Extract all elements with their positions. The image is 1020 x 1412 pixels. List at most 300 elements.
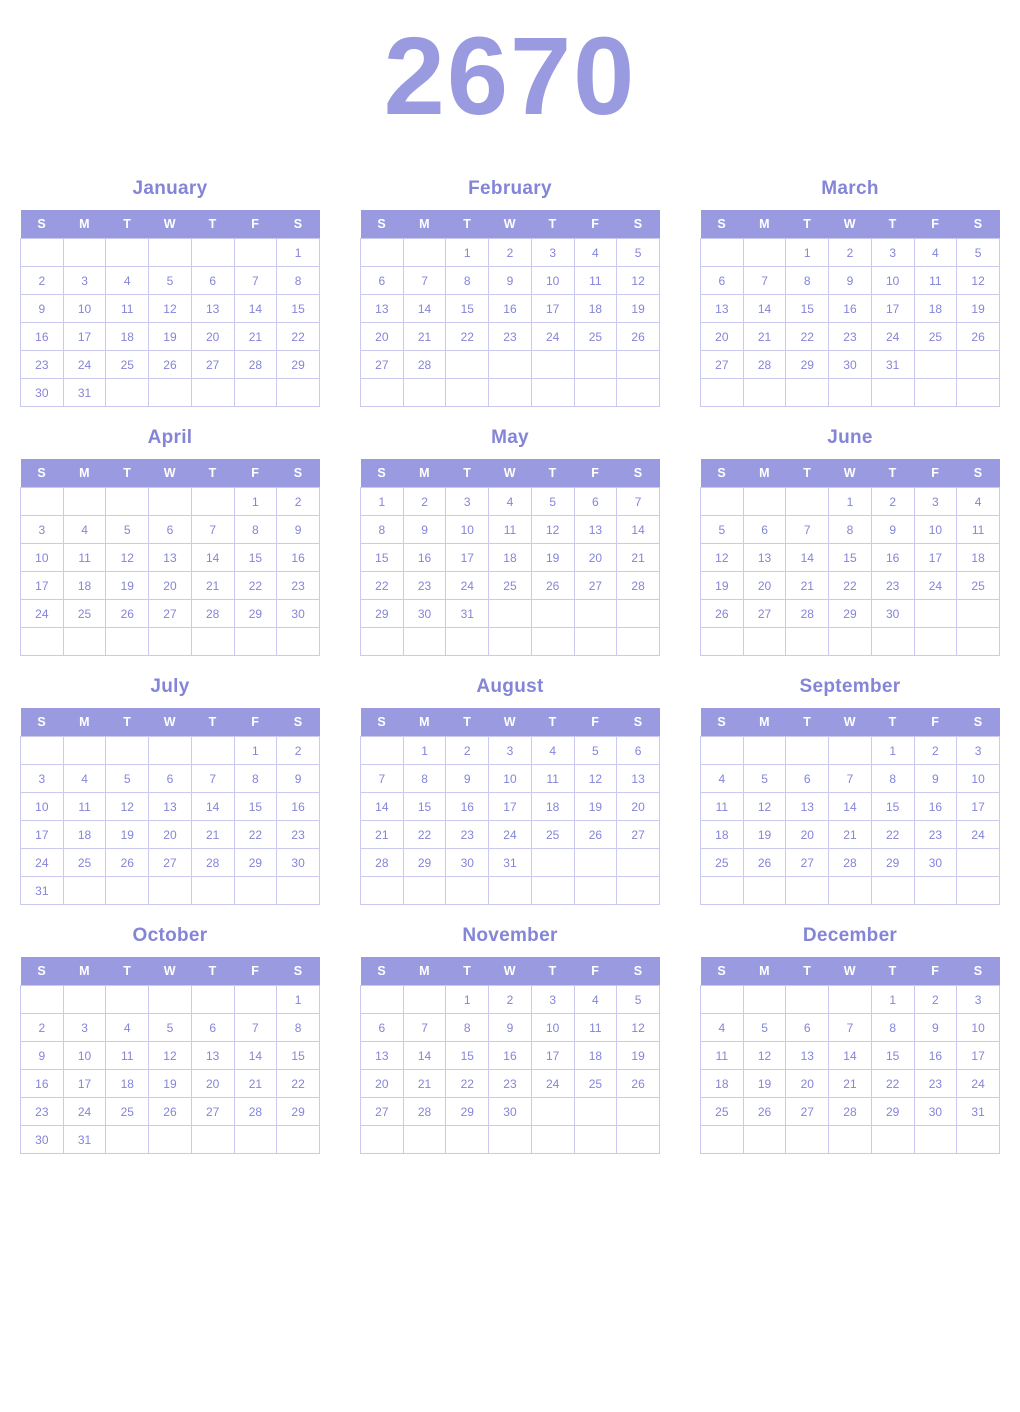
day-cell[interactable]: 12 (743, 1042, 786, 1070)
day-cell[interactable]: 7 (743, 267, 786, 295)
day-cell[interactable]: 11 (489, 516, 532, 544)
day-cell[interactable]: 5 (617, 239, 660, 267)
day-cell[interactable]: 1 (234, 737, 277, 765)
day-cell[interactable]: 30 (914, 1098, 957, 1126)
day-cell[interactable]: 27 (786, 1098, 829, 1126)
day-cell[interactable]: 8 (277, 267, 320, 295)
day-cell[interactable]: 11 (106, 295, 149, 323)
day-cell[interactable]: 27 (361, 351, 404, 379)
day-cell[interactable]: 4 (106, 267, 149, 295)
day-cell[interactable]: 31 (63, 1126, 106, 1154)
day-cell[interactable]: 19 (743, 821, 786, 849)
day-cell[interactable]: 30 (277, 849, 320, 877)
day-cell[interactable]: 11 (914, 267, 957, 295)
day-cell[interactable]: 18 (701, 821, 744, 849)
day-cell[interactable]: 8 (403, 765, 446, 793)
day-cell[interactable]: 10 (957, 1014, 1000, 1042)
day-cell[interactable]: 4 (701, 1014, 744, 1042)
day-cell[interactable]: 23 (21, 351, 64, 379)
day-cell[interactable]: 24 (63, 351, 106, 379)
day-cell[interactable]: 1 (277, 986, 320, 1014)
day-cell[interactable]: 19 (149, 323, 192, 351)
day-cell[interactable]: 15 (446, 295, 489, 323)
day-cell[interactable]: 14 (191, 544, 234, 572)
day-cell[interactable]: 19 (106, 821, 149, 849)
day-cell[interactable]: 3 (531, 239, 574, 267)
day-cell[interactable]: 18 (957, 544, 1000, 572)
day-cell[interactable]: 28 (829, 849, 872, 877)
day-cell[interactable]: 14 (361, 793, 404, 821)
day-cell[interactable]: 18 (701, 1070, 744, 1098)
day-cell[interactable]: 13 (149, 544, 192, 572)
day-cell[interactable]: 10 (489, 765, 532, 793)
day-cell[interactable]: 7 (617, 488, 660, 516)
day-cell[interactable]: 3 (531, 986, 574, 1014)
day-cell[interactable]: 30 (21, 1126, 64, 1154)
day-cell[interactable]: 21 (403, 323, 446, 351)
day-cell[interactable]: 7 (786, 516, 829, 544)
day-cell[interactable]: 14 (617, 516, 660, 544)
day-cell[interactable]: 1 (829, 488, 872, 516)
day-cell[interactable]: 21 (361, 821, 404, 849)
day-cell[interactable]: 28 (361, 849, 404, 877)
day-cell[interactable]: 6 (361, 267, 404, 295)
day-cell[interactable]: 17 (531, 295, 574, 323)
day-cell[interactable]: 6 (574, 488, 617, 516)
day-cell[interactable]: 15 (234, 544, 277, 572)
day-cell[interactable]: 15 (871, 1042, 914, 1070)
day-cell[interactable]: 13 (191, 295, 234, 323)
day-cell[interactable]: 26 (531, 572, 574, 600)
day-cell[interactable]: 23 (446, 821, 489, 849)
day-cell[interactable]: 19 (617, 1042, 660, 1070)
day-cell[interactable]: 1 (871, 986, 914, 1014)
day-cell[interactable]: 22 (871, 1070, 914, 1098)
day-cell[interactable]: 28 (403, 1098, 446, 1126)
day-cell[interactable]: 7 (829, 1014, 872, 1042)
day-cell[interactable]: 30 (489, 1098, 532, 1126)
day-cell[interactable]: 21 (829, 1070, 872, 1098)
day-cell[interactable]: 6 (743, 516, 786, 544)
day-cell[interactable]: 26 (106, 849, 149, 877)
day-cell[interactable]: 1 (446, 239, 489, 267)
day-cell[interactable]: 26 (574, 821, 617, 849)
day-cell[interactable]: 22 (829, 572, 872, 600)
day-cell[interactable]: 29 (871, 1098, 914, 1126)
day-cell[interactable]: 16 (403, 544, 446, 572)
day-cell[interactable]: 28 (403, 351, 446, 379)
day-cell[interactable]: 8 (786, 267, 829, 295)
day-cell[interactable]: 17 (531, 1042, 574, 1070)
day-cell[interactable]: 12 (106, 793, 149, 821)
day-cell[interactable]: 18 (914, 295, 957, 323)
day-cell[interactable]: 2 (403, 488, 446, 516)
day-cell[interactable]: 30 (403, 600, 446, 628)
day-cell[interactable]: 1 (277, 239, 320, 267)
day-cell[interactable]: 29 (829, 600, 872, 628)
day-cell[interactable]: 15 (829, 544, 872, 572)
day-cell[interactable]: 8 (446, 1014, 489, 1042)
day-cell[interactable]: 13 (786, 793, 829, 821)
day-cell[interactable]: 29 (361, 600, 404, 628)
day-cell[interactable]: 27 (701, 351, 744, 379)
day-cell[interactable]: 12 (106, 544, 149, 572)
day-cell[interactable]: 11 (957, 516, 1000, 544)
day-cell[interactable]: 23 (829, 323, 872, 351)
day-cell[interactable]: 18 (63, 572, 106, 600)
day-cell[interactable]: 25 (63, 600, 106, 628)
day-cell[interactable]: 11 (63, 544, 106, 572)
day-cell[interactable]: 2 (829, 239, 872, 267)
day-cell[interactable]: 30 (446, 849, 489, 877)
day-cell[interactable]: 31 (63, 379, 106, 407)
day-cell[interactable]: 16 (446, 793, 489, 821)
day-cell[interactable]: 7 (234, 267, 277, 295)
day-cell[interactable]: 12 (617, 1014, 660, 1042)
day-cell[interactable]: 24 (914, 572, 957, 600)
day-cell[interactable]: 21 (829, 821, 872, 849)
day-cell[interactable]: 23 (871, 572, 914, 600)
day-cell[interactable]: 10 (21, 544, 64, 572)
day-cell[interactable]: 6 (149, 516, 192, 544)
day-cell[interactable]: 19 (743, 1070, 786, 1098)
day-cell[interactable]: 11 (106, 1042, 149, 1070)
day-cell[interactable]: 9 (489, 1014, 532, 1042)
day-cell[interactable]: 8 (277, 1014, 320, 1042)
day-cell[interactable]: 30 (914, 849, 957, 877)
day-cell[interactable]: 23 (403, 572, 446, 600)
day-cell[interactable]: 19 (149, 1070, 192, 1098)
day-cell[interactable]: 28 (191, 600, 234, 628)
day-cell[interactable]: 14 (403, 295, 446, 323)
day-cell[interactable]: 11 (574, 1014, 617, 1042)
day-cell[interactable]: 27 (574, 572, 617, 600)
day-cell[interactable]: 3 (871, 239, 914, 267)
day-cell[interactable]: 3 (957, 737, 1000, 765)
day-cell[interactable]: 27 (617, 821, 660, 849)
day-cell[interactable]: 13 (617, 765, 660, 793)
day-cell[interactable]: 21 (617, 544, 660, 572)
day-cell[interactable]: 2 (914, 737, 957, 765)
day-cell[interactable]: 1 (403, 737, 446, 765)
day-cell[interactable]: 8 (829, 516, 872, 544)
day-cell[interactable]: 3 (21, 516, 64, 544)
day-cell[interactable]: 24 (957, 821, 1000, 849)
day-cell[interactable]: 10 (63, 1042, 106, 1070)
day-cell[interactable]: 27 (361, 1098, 404, 1126)
day-cell[interactable]: 20 (191, 323, 234, 351)
day-cell[interactable]: 13 (149, 793, 192, 821)
day-cell[interactable]: 23 (914, 1070, 957, 1098)
day-cell[interactable]: 5 (106, 516, 149, 544)
day-cell[interactable]: 7 (403, 267, 446, 295)
day-cell[interactable]: 13 (786, 1042, 829, 1070)
day-cell[interactable]: 16 (277, 544, 320, 572)
day-cell[interactable]: 6 (701, 267, 744, 295)
day-cell[interactable]: 2 (489, 239, 532, 267)
day-cell[interactable]: 2 (277, 488, 320, 516)
day-cell[interactable]: 23 (277, 572, 320, 600)
day-cell[interactable]: 20 (361, 323, 404, 351)
day-cell[interactable]: 7 (403, 1014, 446, 1042)
day-cell[interactable]: 20 (786, 821, 829, 849)
day-cell[interactable]: 2 (21, 1014, 64, 1042)
day-cell[interactable]: 1 (446, 986, 489, 1014)
day-cell[interactable]: 31 (957, 1098, 1000, 1126)
day-cell[interactable]: 2 (489, 986, 532, 1014)
day-cell[interactable]: 25 (701, 1098, 744, 1126)
day-cell[interactable]: 24 (531, 1070, 574, 1098)
day-cell[interactable]: 22 (277, 1070, 320, 1098)
day-cell[interactable]: 25 (63, 849, 106, 877)
day-cell[interactable]: 20 (149, 572, 192, 600)
day-cell[interactable]: 9 (914, 765, 957, 793)
day-cell[interactable]: 7 (829, 765, 872, 793)
day-cell[interactable]: 29 (786, 351, 829, 379)
day-cell[interactable]: 3 (489, 737, 532, 765)
day-cell[interactable]: 3 (63, 267, 106, 295)
day-cell[interactable]: 15 (446, 1042, 489, 1070)
day-cell[interactable]: 27 (191, 351, 234, 379)
day-cell[interactable]: 15 (277, 295, 320, 323)
day-cell[interactable]: 10 (63, 295, 106, 323)
day-cell[interactable]: 28 (617, 572, 660, 600)
day-cell[interactable]: 14 (234, 295, 277, 323)
day-cell[interactable]: 1 (871, 737, 914, 765)
day-cell[interactable]: 25 (701, 849, 744, 877)
day-cell[interactable]: 8 (234, 516, 277, 544)
day-cell[interactable]: 2 (277, 737, 320, 765)
day-cell[interactable]: 30 (277, 600, 320, 628)
day-cell[interactable]: 23 (21, 1098, 64, 1126)
day-cell[interactable]: 2 (446, 737, 489, 765)
day-cell[interactable]: 25 (106, 351, 149, 379)
day-cell[interactable]: 11 (701, 1042, 744, 1070)
day-cell[interactable]: 24 (489, 821, 532, 849)
day-cell[interactable]: 24 (21, 849, 64, 877)
day-cell[interactable]: 22 (871, 821, 914, 849)
day-cell[interactable]: 8 (446, 267, 489, 295)
day-cell[interactable]: 11 (63, 793, 106, 821)
day-cell[interactable]: 6 (191, 267, 234, 295)
day-cell[interactable]: 26 (106, 600, 149, 628)
day-cell[interactable]: 28 (786, 600, 829, 628)
day-cell[interactable]: 9 (277, 765, 320, 793)
day-cell[interactable]: 17 (63, 323, 106, 351)
day-cell[interactable]: 27 (786, 849, 829, 877)
day-cell[interactable]: 25 (106, 1098, 149, 1126)
day-cell[interactable]: 16 (277, 793, 320, 821)
day-cell[interactable]: 25 (574, 323, 617, 351)
day-cell[interactable]: 13 (743, 544, 786, 572)
day-cell[interactable]: 27 (743, 600, 786, 628)
day-cell[interactable]: 20 (701, 323, 744, 351)
day-cell[interactable]: 17 (21, 572, 64, 600)
day-cell[interactable]: 21 (191, 821, 234, 849)
day-cell[interactable]: 14 (403, 1042, 446, 1070)
day-cell[interactable]: 10 (531, 267, 574, 295)
day-cell[interactable]: 4 (701, 765, 744, 793)
day-cell[interactable]: 19 (617, 295, 660, 323)
day-cell[interactable]: 12 (957, 267, 1000, 295)
day-cell[interactable]: 9 (914, 1014, 957, 1042)
day-cell[interactable]: 9 (489, 267, 532, 295)
day-cell[interactable]: 24 (871, 323, 914, 351)
day-cell[interactable]: 5 (957, 239, 1000, 267)
day-cell[interactable]: 19 (574, 793, 617, 821)
day-cell[interactable]: 13 (361, 295, 404, 323)
day-cell[interactable]: 20 (574, 544, 617, 572)
day-cell[interactable]: 20 (743, 572, 786, 600)
day-cell[interactable]: 29 (234, 849, 277, 877)
day-cell[interactable]: 18 (574, 1042, 617, 1070)
day-cell[interactable]: 15 (871, 793, 914, 821)
day-cell[interactable]: 1 (786, 239, 829, 267)
day-cell[interactable]: 24 (63, 1098, 106, 1126)
day-cell[interactable]: 23 (489, 323, 532, 351)
day-cell[interactable]: 22 (277, 323, 320, 351)
day-cell[interactable]: 22 (234, 821, 277, 849)
day-cell[interactable]: 28 (829, 1098, 872, 1126)
day-cell[interactable]: 26 (743, 849, 786, 877)
day-cell[interactable]: 14 (829, 793, 872, 821)
day-cell[interactable]: 16 (914, 1042, 957, 1070)
day-cell[interactable]: 27 (149, 849, 192, 877)
day-cell[interactable]: 10 (871, 267, 914, 295)
day-cell[interactable]: 25 (489, 572, 532, 600)
day-cell[interactable]: 28 (234, 351, 277, 379)
day-cell[interactable]: 9 (829, 267, 872, 295)
day-cell[interactable]: 15 (234, 793, 277, 821)
day-cell[interactable]: 6 (361, 1014, 404, 1042)
day-cell[interactable]: 29 (277, 351, 320, 379)
day-cell[interactable]: 20 (191, 1070, 234, 1098)
day-cell[interactable]: 25 (574, 1070, 617, 1098)
day-cell[interactable]: 26 (617, 323, 660, 351)
day-cell[interactable]: 17 (21, 821, 64, 849)
day-cell[interactable]: 3 (63, 1014, 106, 1042)
day-cell[interactable]: 16 (489, 1042, 532, 1070)
day-cell[interactable]: 13 (574, 516, 617, 544)
day-cell[interactable]: 10 (446, 516, 489, 544)
day-cell[interactable]: 5 (617, 986, 660, 1014)
day-cell[interactable]: 8 (871, 765, 914, 793)
day-cell[interactable]: 15 (786, 295, 829, 323)
day-cell[interactable]: 21 (234, 323, 277, 351)
day-cell[interactable]: 3 (446, 488, 489, 516)
day-cell[interactable]: 26 (149, 1098, 192, 1126)
day-cell[interactable]: 14 (234, 1042, 277, 1070)
day-cell[interactable]: 22 (234, 572, 277, 600)
day-cell[interactable]: 24 (531, 323, 574, 351)
day-cell[interactable]: 29 (277, 1098, 320, 1126)
day-cell[interactable]: 26 (701, 600, 744, 628)
day-cell[interactable]: 20 (786, 1070, 829, 1098)
day-cell[interactable]: 29 (234, 600, 277, 628)
day-cell[interactable]: 27 (191, 1098, 234, 1126)
day-cell[interactable]: 18 (489, 544, 532, 572)
day-cell[interactable]: 26 (957, 323, 1000, 351)
day-cell[interactable]: 4 (574, 986, 617, 1014)
day-cell[interactable]: 22 (446, 323, 489, 351)
day-cell[interactable]: 5 (149, 267, 192, 295)
day-cell[interactable]: 22 (361, 572, 404, 600)
day-cell[interactable]: 17 (446, 544, 489, 572)
day-cell[interactable]: 22 (403, 821, 446, 849)
day-cell[interactable]: 18 (531, 793, 574, 821)
day-cell[interactable]: 10 (914, 516, 957, 544)
day-cell[interactable]: 18 (63, 821, 106, 849)
day-cell[interactable]: 18 (106, 323, 149, 351)
day-cell[interactable]: 24 (957, 1070, 1000, 1098)
day-cell[interactable]: 5 (106, 765, 149, 793)
day-cell[interactable]: 29 (871, 849, 914, 877)
day-cell[interactable]: 28 (743, 351, 786, 379)
day-cell[interactable]: 4 (63, 765, 106, 793)
day-cell[interactable]: 9 (446, 765, 489, 793)
day-cell[interactable]: 16 (829, 295, 872, 323)
day-cell[interactable]: 17 (489, 793, 532, 821)
day-cell[interactable]: 7 (191, 765, 234, 793)
day-cell[interactable]: 8 (361, 516, 404, 544)
day-cell[interactable]: 8 (871, 1014, 914, 1042)
day-cell[interactable]: 10 (531, 1014, 574, 1042)
day-cell[interactable]: 28 (234, 1098, 277, 1126)
day-cell[interactable]: 19 (957, 295, 1000, 323)
day-cell[interactable]: 21 (191, 572, 234, 600)
day-cell[interactable]: 25 (914, 323, 957, 351)
day-cell[interactable]: 9 (277, 516, 320, 544)
day-cell[interactable]: 1 (234, 488, 277, 516)
day-cell[interactable]: 17 (957, 1042, 1000, 1070)
day-cell[interactable]: 17 (957, 793, 1000, 821)
day-cell[interactable]: 15 (403, 793, 446, 821)
day-cell[interactable]: 20 (149, 821, 192, 849)
day-cell[interactable]: 14 (786, 544, 829, 572)
day-cell[interactable]: 31 (21, 877, 64, 905)
day-cell[interactable]: 31 (446, 600, 489, 628)
day-cell[interactable]: 6 (617, 737, 660, 765)
day-cell[interactable]: 30 (871, 600, 914, 628)
day-cell[interactable]: 13 (361, 1042, 404, 1070)
day-cell[interactable]: 22 (786, 323, 829, 351)
day-cell[interactable]: 14 (829, 1042, 872, 1070)
day-cell[interactable]: 24 (446, 572, 489, 600)
day-cell[interactable]: 23 (914, 821, 957, 849)
day-cell[interactable]: 10 (21, 793, 64, 821)
day-cell[interactable]: 6 (786, 1014, 829, 1042)
day-cell[interactable]: 25 (957, 572, 1000, 600)
day-cell[interactable]: 5 (531, 488, 574, 516)
day-cell[interactable]: 4 (106, 1014, 149, 1042)
day-cell[interactable]: 5 (149, 1014, 192, 1042)
day-cell[interactable]: 11 (531, 765, 574, 793)
day-cell[interactable]: 4 (914, 239, 957, 267)
day-cell[interactable]: 5 (743, 765, 786, 793)
day-cell[interactable]: 4 (957, 488, 1000, 516)
day-cell[interactable]: 7 (234, 1014, 277, 1042)
day-cell[interactable]: 12 (574, 765, 617, 793)
day-cell[interactable]: 29 (403, 849, 446, 877)
day-cell[interactable]: 16 (21, 1070, 64, 1098)
day-cell[interactable]: 6 (149, 765, 192, 793)
day-cell[interactable]: 4 (63, 516, 106, 544)
day-cell[interactable]: 20 (361, 1070, 404, 1098)
day-cell[interactable]: 12 (149, 1042, 192, 1070)
day-cell[interactable]: 3 (21, 765, 64, 793)
day-cell[interactable]: 17 (914, 544, 957, 572)
day-cell[interactable]: 21 (403, 1070, 446, 1098)
